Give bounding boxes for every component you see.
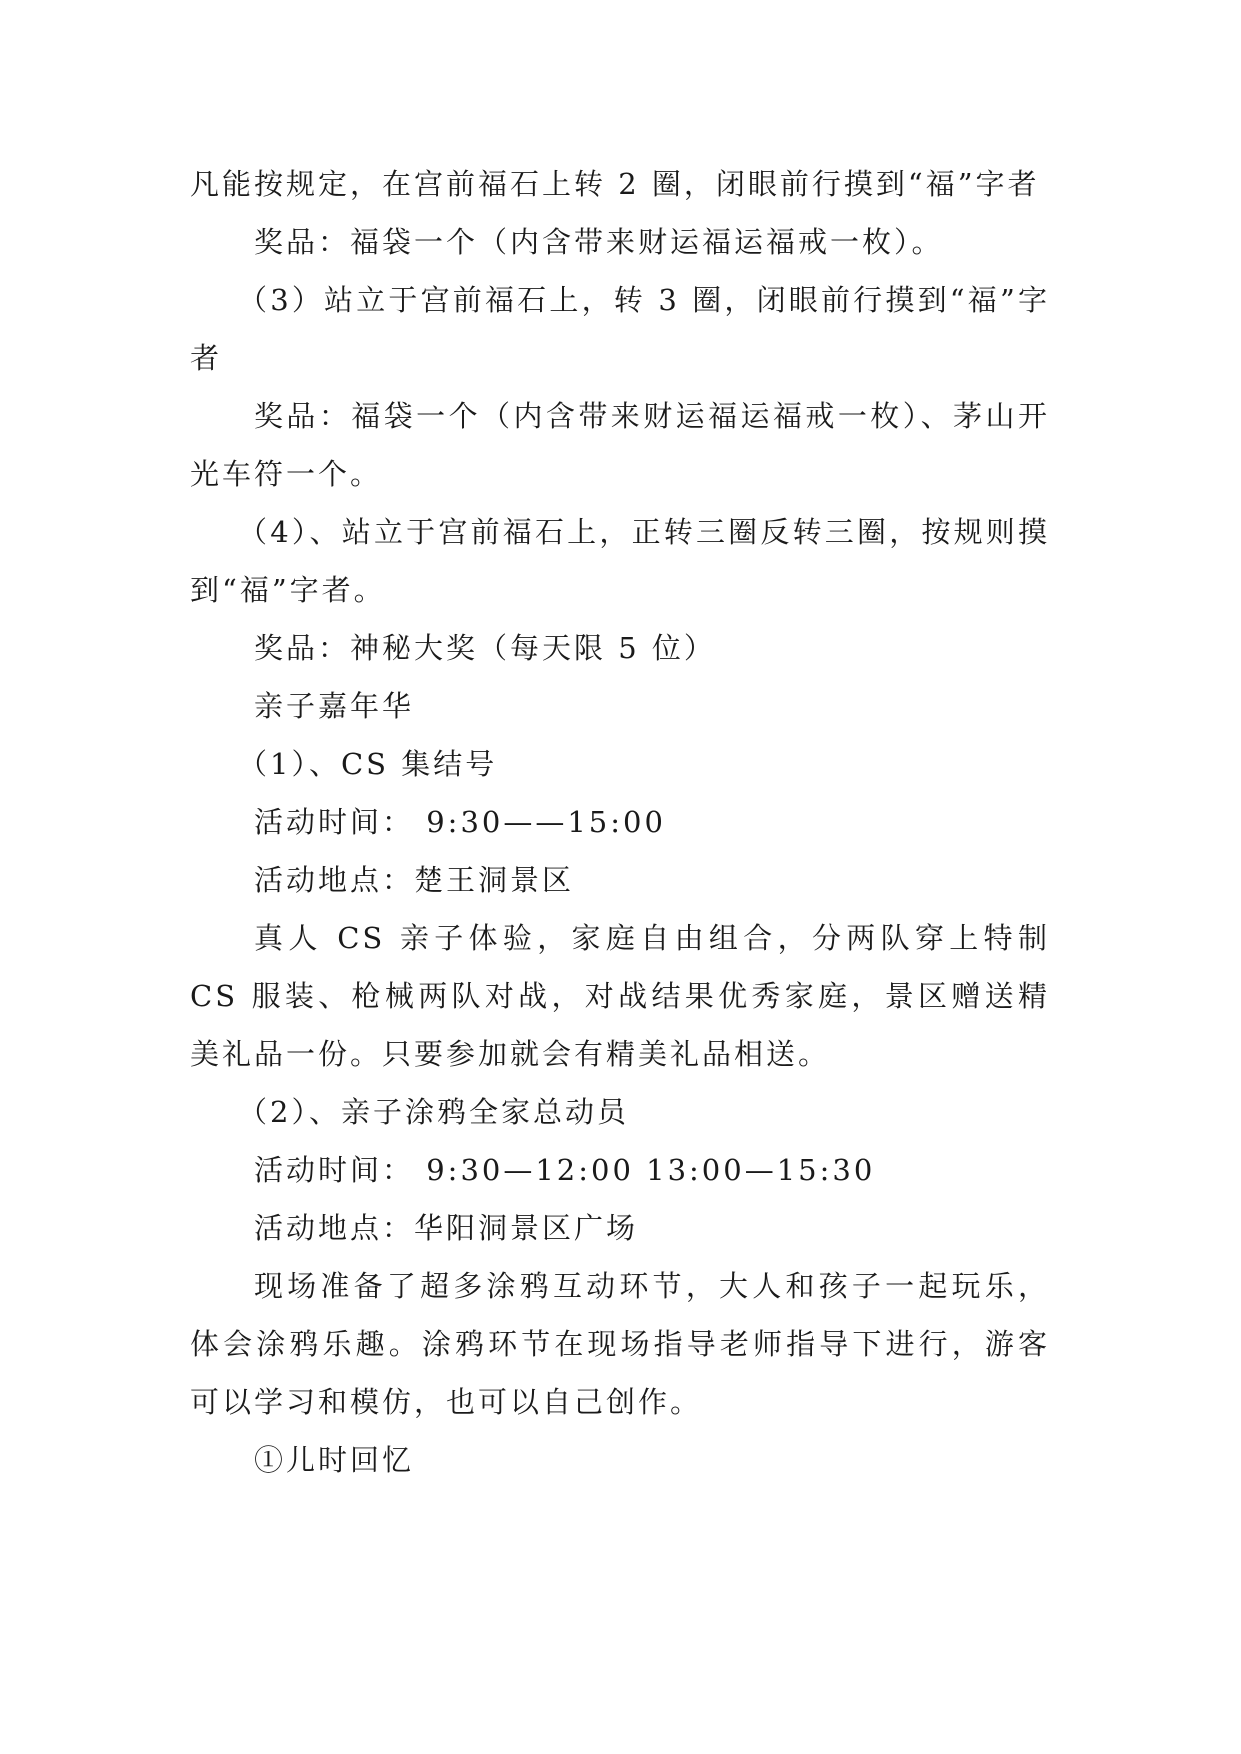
paragraph: （2）、亲子涂鸦全家总动员 [238,1095,629,1129]
paragraph: 现场准备了超多涂鸦互动环节，大人和孩子一起玩乐，体会涂鸦乐趣。涂鸦环节在现场指导老师指导下进行，游客可以学习和模仿，也可以自己创作。 [190,1269,1050,1419]
paragraph: 活动地点：楚王洞景区 [254,863,575,897]
paragraph: 奖品：福袋一个（内含带来财运福运福戒一枚）。 [254,225,944,259]
document-body [190,155,1050,1489]
paragraph: 活动时间： 9:30—12:00 13:00—15:30 [254,1153,876,1187]
paragraph: ①儿时回忆 [254,1443,415,1477]
paragraph: （3）站立于宫前福石上，转 3 圈，闭眼前行摸到“福”字者 [190,283,1050,375]
paragraph: （1）、CS 集结号 [238,747,498,781]
paragraph: 真人 CS 亲子体验，家庭自由组合，分两队穿上特制 CS 服装、枪械两队对战，对战结果优秀家庭，景区赠送精美礼品一份。只要参加就会有精美礼品相送。 [190,921,1050,1071]
paragraph: （4）、站立于宫前福石上，正转三圈反转三圈，按规则摸到“福”字者。 [190,515,1050,607]
paragraph: 活动地点：华阳洞景区广场 [254,1211,639,1245]
paragraph: 亲子嘉年华 [254,689,415,723]
paragraph: 奖品：神秘大奖（每天限 5 位） [254,631,716,665]
paragraph: 奖品：福袋一个（内含带来财运福运福戒一枚）、茅山开光车符一个。 [190,399,1050,491]
paragraph: 活动时间： 9:30——15:00 [254,805,666,839]
paragraph: 凡能按规定，在宫前福石上转 2 圈，闭眼前行摸到“福”字者 [190,167,1040,201]
